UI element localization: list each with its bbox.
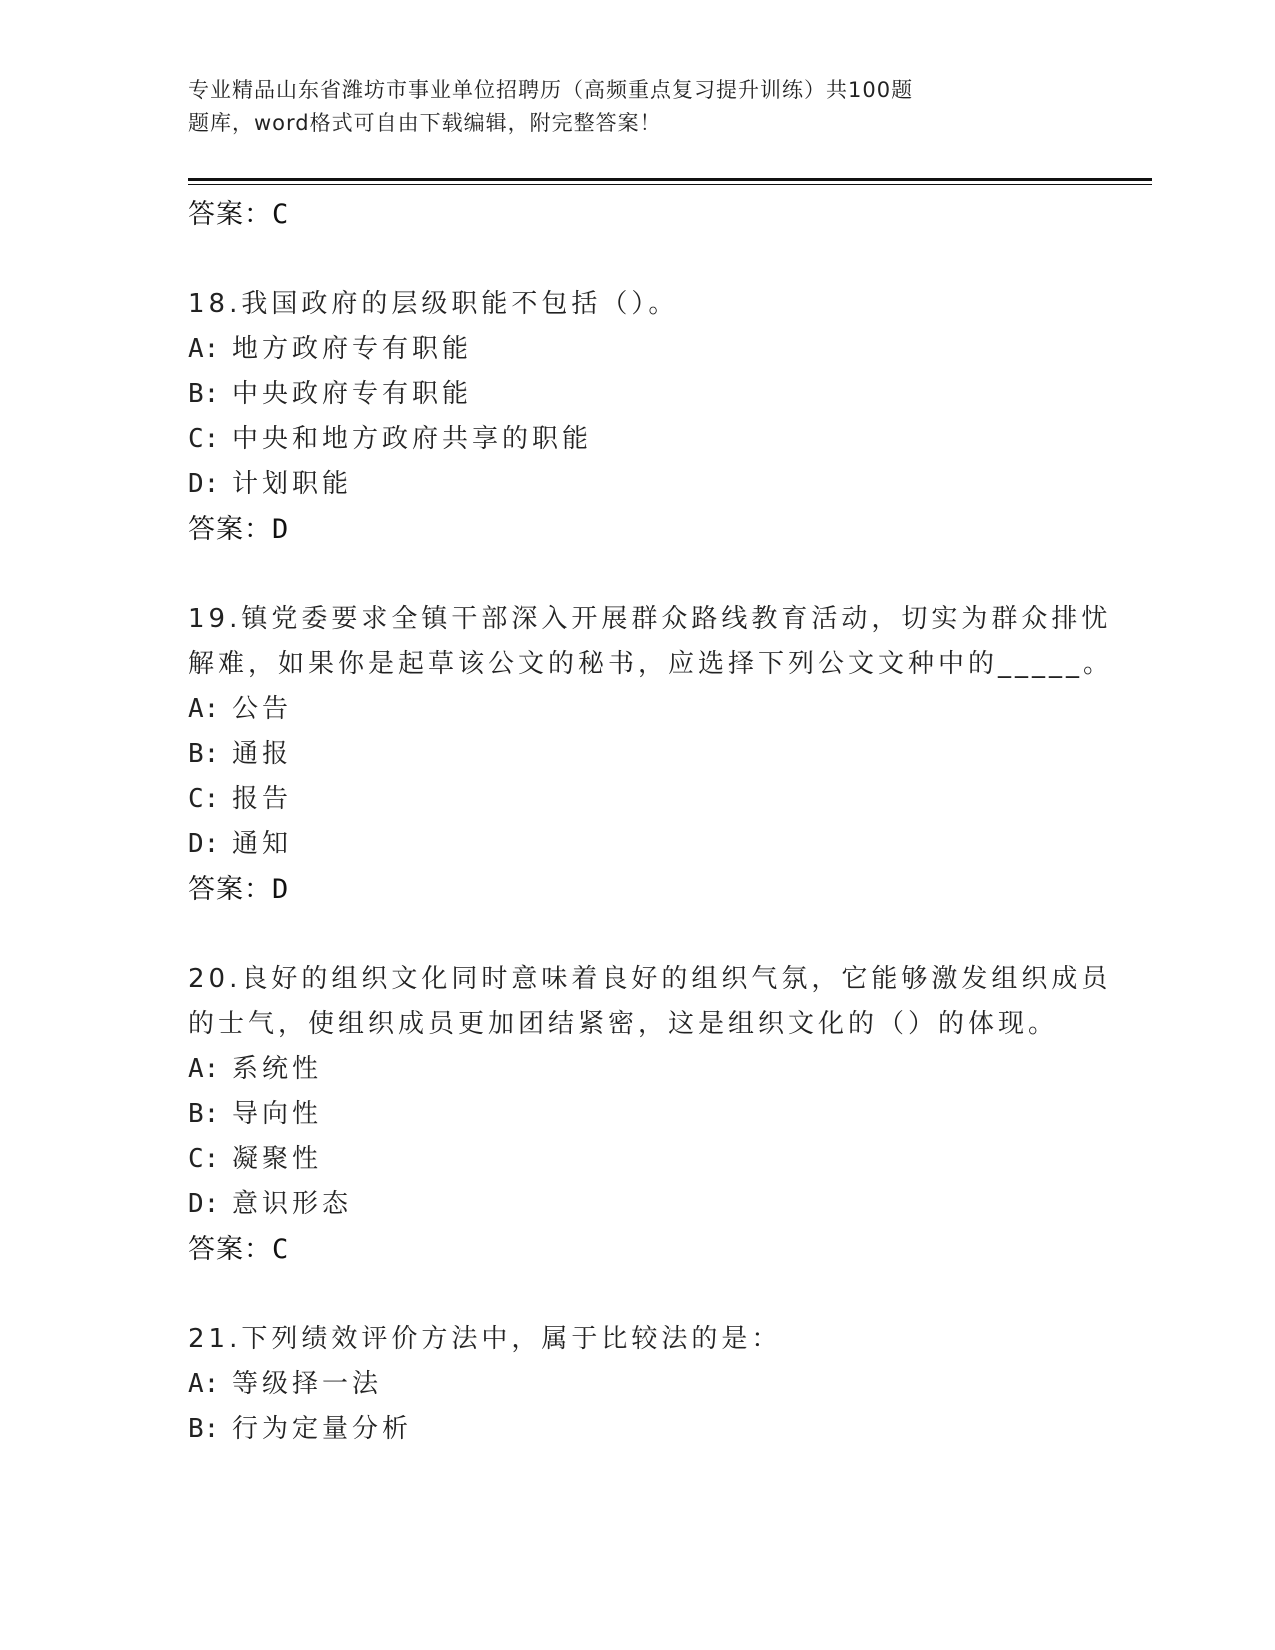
option-row (188, 1092, 1088, 1137)
option-key: A: (188, 1054, 220, 1084)
answer-line (188, 507, 1088, 553)
answer-label: 答案： (188, 514, 272, 545)
question-text (188, 1317, 1088, 1362)
answer-value: C (272, 199, 289, 230)
option-row (188, 1137, 1088, 1182)
question-list (188, 188, 1114, 1452)
option-row (188, 732, 1088, 777)
option-key: B: (188, 739, 220, 769)
option-text: 计划职能 (232, 469, 353, 499)
option-row (188, 822, 1088, 867)
question-line: 18.我国政府的层级职能不包括（）。 (188, 289, 679, 319)
answer-label: 答案： (188, 874, 272, 905)
option-text: 中央和地方政府共享的职能 (232, 424, 593, 454)
header-line-2: 题库，word格式可自由下载编辑，附完整答案！ (188, 111, 662, 135)
option-key: D: (188, 1189, 220, 1219)
question-line: 21.下列绩效评价方法中，属于比较法的是： (188, 1324, 782, 1354)
option-text: 导向性 (232, 1099, 323, 1129)
question-line: 19.镇党委要求全镇干部深入开展群众路线教育活动，切实为群众排忧 (188, 604, 1112, 634)
option-text: 行为定量分析 (232, 1414, 413, 1444)
option-text: 地方政府专有职能 (232, 334, 473, 364)
option-text: 通知 (232, 829, 293, 859)
question-line: 解难，如果你是起草该公文的秘书，应选择下列公文文种中的_____。 (188, 649, 1114, 679)
option-key: B: (188, 1414, 220, 1444)
option-key: A: (188, 1369, 220, 1399)
header-line-1: 专业精品山东省潍坊市事业单位招聘历（高频重点复习提升训练）共100题 (188, 78, 914, 102)
question-text (188, 957, 1112, 1047)
answer-line (188, 192, 1088, 238)
option-key: A: (188, 694, 220, 724)
option-text: 意识形态 (232, 1189, 353, 1219)
header-divider-thick (188, 178, 1152, 181)
answer-value: D (272, 874, 289, 905)
option-row (188, 1182, 1088, 1227)
header-divider-thin (188, 184, 1152, 185)
option-text: 公告 (232, 694, 293, 724)
question-line: 20.良好的组织文化同时意味着良好的组织气氛，它能够激发组织成员 (188, 964, 1112, 994)
option-row (188, 687, 1088, 732)
option-key: C: (188, 784, 220, 814)
option-row (188, 372, 1088, 417)
answer-label: 答案： (188, 1234, 272, 1265)
question-block (188, 597, 1114, 913)
option-text: 系统性 (232, 1054, 323, 1084)
answer-line (188, 867, 1088, 913)
question-block (188, 282, 1088, 553)
question-block (188, 1317, 1088, 1452)
option-text: 凝聚性 (232, 1144, 323, 1174)
option-key: A: (188, 334, 220, 364)
option-row (188, 1362, 1088, 1407)
option-text: 中央政府专有职能 (232, 379, 473, 409)
answer-value: C (272, 1234, 289, 1265)
answer-label: 答案： (188, 199, 272, 230)
option-row (188, 777, 1088, 822)
option-row (188, 417, 1088, 462)
option-text: 等级择一法 (232, 1369, 383, 1399)
question-line: 的士气，使组织成员更加团结紧密，这是组织文化的（）的体现。 (188, 1009, 1059, 1039)
option-row (188, 1047, 1088, 1092)
option-row (188, 462, 1088, 507)
option-text: 报告 (232, 784, 293, 814)
document-header (188, 74, 1018, 140)
option-key: C: (188, 1144, 220, 1174)
option-key: C: (188, 424, 220, 454)
option-key: D: (188, 469, 220, 499)
option-key: D: (188, 829, 220, 859)
option-key: B: (188, 1099, 220, 1129)
option-key: B: (188, 379, 220, 409)
option-row (188, 1407, 1088, 1452)
question-text (188, 282, 1088, 327)
question-text (188, 597, 1114, 687)
option-row (188, 327, 1088, 372)
answer-value: D (272, 514, 289, 545)
answer-line (188, 1227, 1088, 1273)
option-text: 通报 (232, 739, 293, 769)
question-block (188, 957, 1112, 1273)
